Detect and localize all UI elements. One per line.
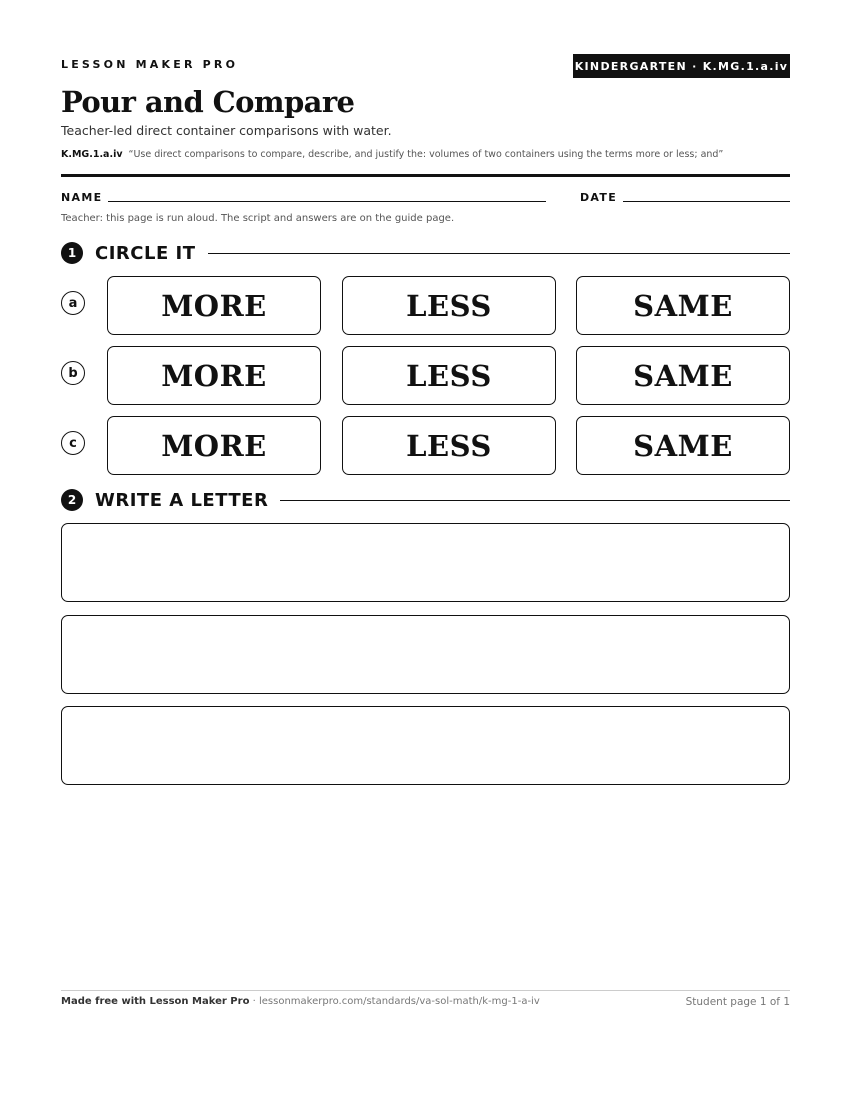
- grade-standard-badge: KINDERGARTEN · K.MG.1.a.iv: [573, 54, 790, 78]
- letter-write-box[interactable]: [61, 615, 790, 694]
- date-field-line[interactable]: [623, 201, 790, 202]
- header-divider: [61, 174, 790, 177]
- section-divider: [208, 253, 791, 254]
- page-title: Pour and Compare: [61, 85, 355, 119]
- item-letter-badge: b: [61, 361, 85, 385]
- footer-separator: ·: [249, 996, 259, 1007]
- footer-url[interactable]: lessonmakerpro.com/standards/va-sol-math/k-mg-1-a-iv: [258, 996, 540, 1007]
- item-letter-badge: a: [61, 291, 85, 315]
- choice-less[interactable]: LESS: [342, 346, 556, 405]
- footer-divider: [61, 990, 790, 991]
- choice-more[interactable]: MORE: [107, 416, 321, 475]
- choice-less[interactable]: LESS: [342, 276, 556, 335]
- choice-more[interactable]: MORE: [107, 276, 321, 335]
- footer-brand: Made free with Lesson Maker Pro: [61, 996, 250, 1007]
- date-label: DATE: [580, 191, 618, 204]
- choice-less[interactable]: LESS: [342, 416, 556, 475]
- standard-code: K.MG.1.a.iv: [61, 149, 123, 160]
- brand-name: LESSON MAKER PRO: [61, 58, 239, 71]
- choice-more[interactable]: MORE: [107, 346, 321, 405]
- choice-same[interactable]: SAME: [576, 276, 790, 335]
- choice-same[interactable]: SAME: [576, 346, 790, 405]
- item-letter-badge: c: [61, 431, 85, 455]
- letter-write-box[interactable]: [61, 523, 790, 602]
- standard-text: “Use direct comparisons to compare, describe, and justify the: volumes of two containers using the terms more or less; and”: [128, 149, 724, 160]
- section-title: WRITE A LETTER: [95, 489, 269, 511]
- section-1-header: [61, 242, 790, 264]
- letter-write-box[interactable]: [61, 706, 790, 785]
- section-divider: [280, 500, 790, 501]
- section-number-badge: 1: [61, 242, 83, 264]
- circle-item-row: [61, 276, 790, 335]
- standard-line: [61, 149, 790, 160]
- circle-item-row: [61, 346, 790, 405]
- choice-same[interactable]: SAME: [576, 416, 790, 475]
- section-title: CIRCLE IT: [95, 242, 196, 264]
- teacher-note: Teacher: this page is run aloud. The script and answers are on the guide page.: [61, 213, 455, 224]
- name-field-line[interactable]: [108, 201, 546, 202]
- footer-credit: [61, 996, 540, 1007]
- name-label: NAME: [61, 191, 103, 204]
- circle-item-row: [61, 416, 790, 475]
- section-2-header: [61, 489, 790, 511]
- section-number-badge: 2: [61, 489, 83, 511]
- page-subtitle: Teacher-led direct container comparisons with water.: [61, 123, 392, 138]
- footer-page-number: Student page 1 of 1: [685, 996, 790, 1008]
